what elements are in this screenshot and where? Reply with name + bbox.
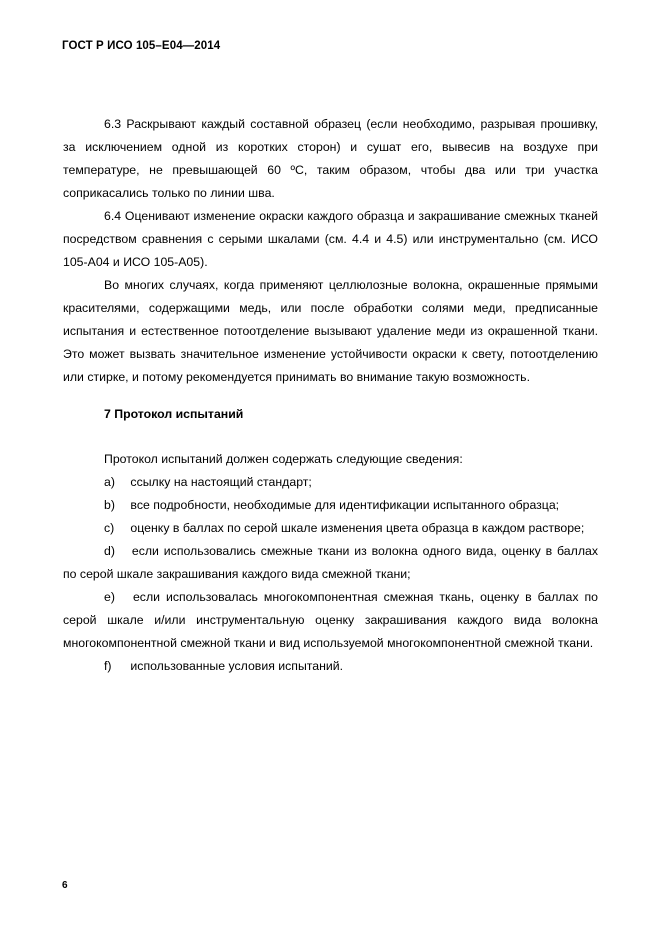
list-marker: a) bbox=[104, 475, 115, 489]
list-item-b bbox=[63, 494, 598, 517]
note-paragraph: Во многих случаях, когда применяют целлюлозные волокна, окрашенные прямыми красителями, содержащими медь, или после обработки солями меди, предписанные испытания и естественное потоотделение вызывают удаление меди из окрашенной ткани. Это может вызвать значительное изменение устойчивости окраски к свету, потоотделению или стирке, и потому рекомендуется принимать во внимание такую возможность. bbox=[63, 278, 598, 384]
list-item-text: если использовалась многокомпонентная смежная ткань, оценку в баллах по серой шкале и/или инструментальную оценку закрашивания каждого вида волокна многокомпонентной смежной ткани и вид используемой многокомпонентной смежной ткани. bbox=[63, 590, 598, 650]
list-marker: d) bbox=[104, 544, 115, 558]
page-body bbox=[63, 113, 598, 678]
list-marker: b) bbox=[104, 498, 115, 512]
list-marker: c) bbox=[104, 521, 115, 535]
list-item-text: все подробности, необходимые для идентификации испытанного образца; bbox=[130, 498, 560, 512]
list-marker: f) bbox=[104, 659, 112, 673]
paragraph-6-3: 6.3 Раскрывают каждый составной образец (если необходимо, разрывая прошивку, за исключением одной из коротких сторон) и сушат его, вывесив на воздухе при температуре, не превышающей 60 ºС, таким образом, чтобы два или три участка соприкасались только по линии шва. bbox=[63, 117, 598, 200]
list-item-d bbox=[63, 540, 598, 586]
list-item-a bbox=[63, 471, 598, 494]
paragraph-6-4: 6.4 Оценивают изменение окраски каждого образца и закрашивание смежных тканей посредством сравнения с серыми шкалами (см. 4.4 и 4.5) или инструментально (см. ИСО 105-A04 и ИСО 105-A05). bbox=[63, 209, 598, 269]
list-item-c bbox=[63, 517, 598, 540]
section-7-heading: 7 Протокол испытаний bbox=[104, 407, 244, 421]
list-marker: e) bbox=[104, 590, 115, 604]
list-item-e bbox=[63, 586, 598, 655]
list-item-text: использованные условия испытаний. bbox=[130, 659, 344, 673]
list-item-f bbox=[63, 655, 598, 678]
document-header: ГОСТ Р ИСО 105–E04—2014 bbox=[62, 40, 221, 52]
section-7-intro: Протокол испытаний должен содержать следующие сведения: bbox=[104, 452, 463, 466]
page-number: 6 bbox=[62, 880, 68, 891]
list-item-text: оценку в баллах по серой шкале изменения цвета образца в каждом растворе; bbox=[130, 521, 585, 535]
list-item-text: ссылку на настоящий стандарт; bbox=[130, 475, 312, 489]
list-item-text: если использовались смежные ткани из волокна одного вида, оценку в баллах по серой шкале закрашивания каждого вида смежной ткани; bbox=[63, 544, 598, 581]
